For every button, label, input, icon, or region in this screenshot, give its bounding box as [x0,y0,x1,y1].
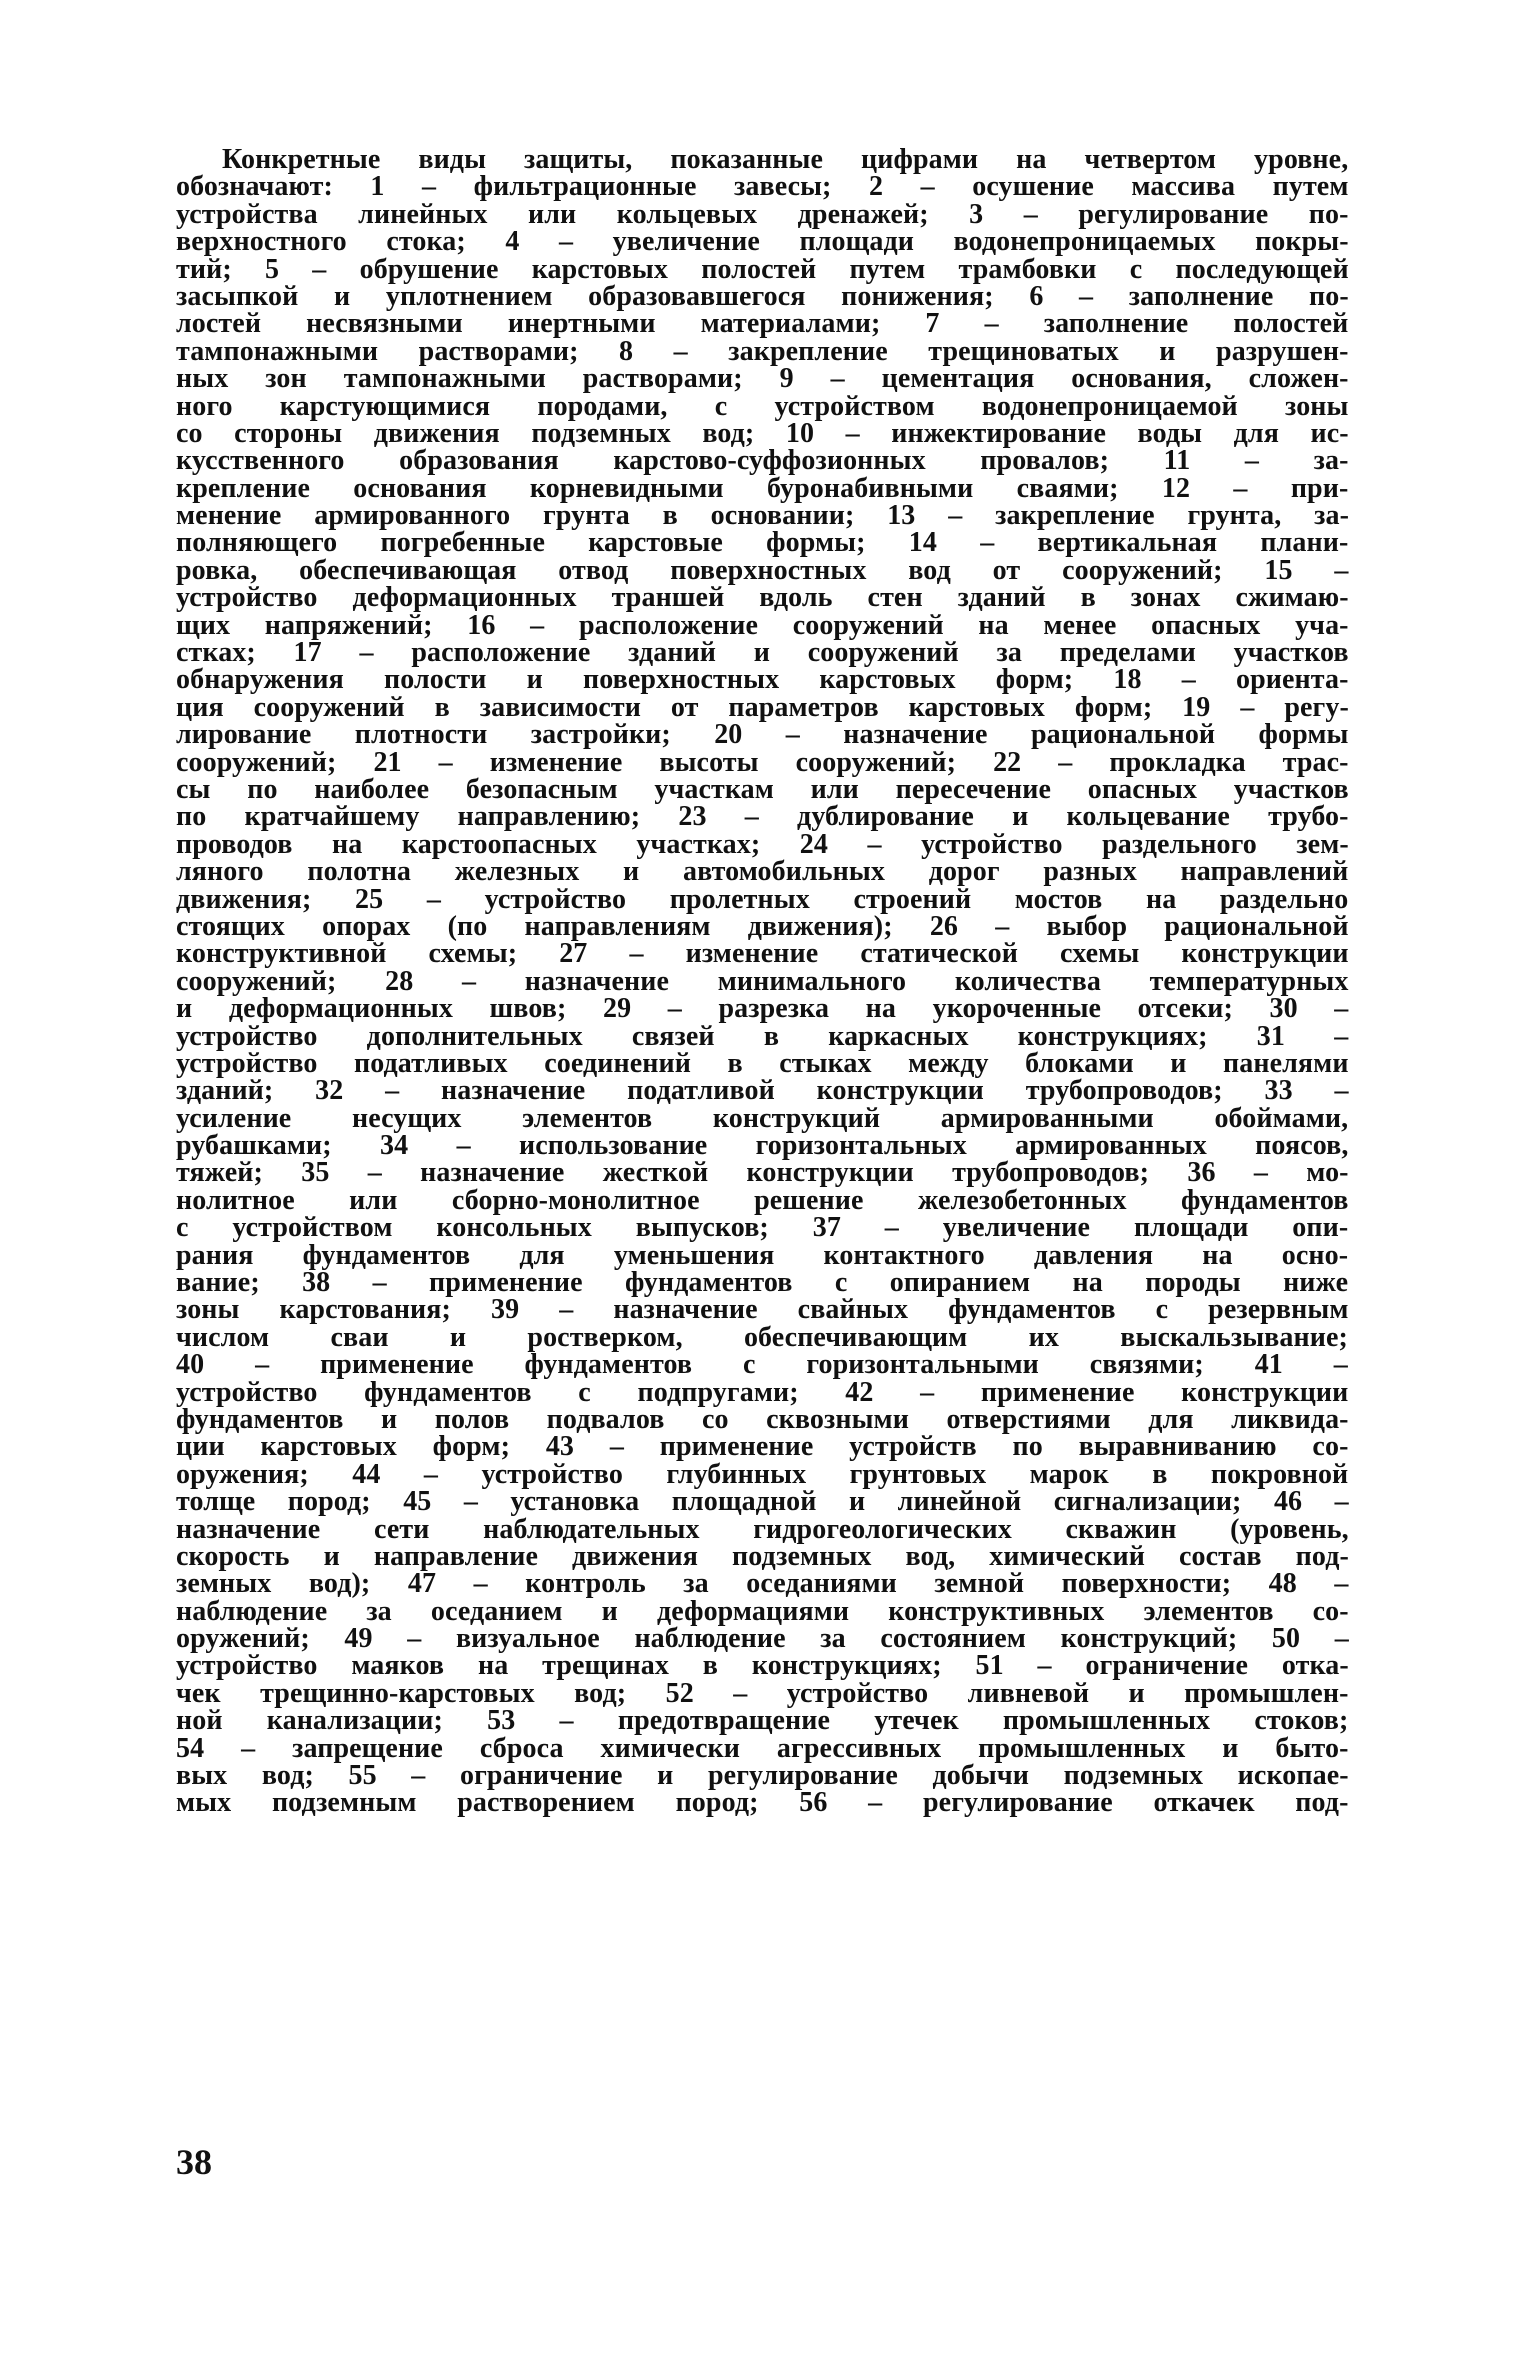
text-line: чек трещинно-карстовых вод; 52 – устройство ливневой и промышлен- [176,1677,1349,1709]
text-line: обнаружения полости и поверхностных карстовых форм; 18 – ориента- [176,664,1349,696]
text-line: засыпкой и уплотнением образовавшегося понижения; 6 – заполнение по- [176,280,1349,312]
text-line: 54 – запрещение сброса химически агрессивных промышленных и быто- [176,1732,1349,1764]
text-line: устройство дополнительных связей в каркасных конструкциях; 31 – [176,1020,1349,1052]
text-line: ляного полотна железных и автомобильных дорог разных направлений [176,856,1349,888]
text-line: и деформационных швов; 29 – разрезка на укороченные отсеки; 30 – [176,993,1349,1025]
text-line: ного карстующимися породами, с устройством водонепроницаемой зоны [176,390,1349,422]
text-line: стках; 17 – расположение зданий и сооружений за пределами участков [176,637,1349,669]
text-line: устройство фундаментов с подпругами; 42 – применение конструкции [176,1376,1349,1408]
text-line: ровка, обеспечивающая отвод поверхностных вод от сооружений; 15 – [176,554,1349,586]
text-line: проводов на карстоопасных участках; 24 – устройство раздельного зем- [176,828,1349,860]
text-line: верхностного стока; 4 – увеличение площади водонепроницаемых покры- [176,226,1349,258]
text-line: оружений; 49 – визуальное наблюдение за состоянием конструкций; 50 – [176,1623,1349,1655]
text-line: крепление основания корневидными буронабивными сваями; 12 – при- [176,472,1349,504]
text-line: кусственного образования карстово-суффозионных провалов; 11 – за- [176,445,1349,477]
text-line: тяжей; 35 – назначение жесткой конструкции трубопроводов; 36 – мо- [176,1157,1349,1189]
text-line: нолитное или сборно-монолитное решение железобетонных фундаментов [176,1184,1349,1216]
text-line: фундаментов и полов подвалов со сквозными отверстиями для ликвида- [176,1403,1349,1435]
text-line: рубашками; 34 – использование горизонтальных армированных поясов, [176,1130,1349,1162]
text-line: тий; 5 – обрушение карстовых полостей путем трамбовки с последующей [176,253,1349,285]
text-line: устройства линейных или кольцевых дренажей; 3 – регулирование по- [176,198,1349,230]
text-line: наблюдение за оседанием и деформациями конструктивных элементов со- [176,1595,1349,1627]
text-line: устройство податливых соединений в стыках между блоками и панелями [176,1047,1349,1079]
text-line: зоны карстования; 39 – назначение свайных фундаментов с резервным [176,1294,1349,1326]
text-line: земных вод); 47 – контроль за оседаниями земной поверхности; 48 – [176,1568,1349,1600]
text-line: со стороны движения подземных вод; 10 – инжектирование воды для ис- [176,417,1349,449]
text-line: сооружений; 21 – изменение высоты сооружений; 22 – прокладка трас- [176,746,1349,778]
body-text [176,144,1349,1819]
text-line: сы по наиболее безопасным участкам или пересечение опасных участков [176,773,1349,805]
text-line: менение армированного грунта в основании; 13 – закрепление грунта, за- [176,500,1349,532]
text-line: вых вод; 55 – ограничение и регулирование добычи подземных ископае- [176,1760,1349,1792]
text-line: устройство маяков на трещинах в конструкциях; 51 – ограничение отка- [176,1650,1349,1682]
text-line: конструктивной схемы; 27 – изменение статической схемы конструкции [176,938,1349,970]
text-line: толще пород; 45 – установка площадной и линейной сигнализации; 46 – [176,1486,1349,1518]
text-line: усиление несущих элементов конструкций армированными обоймами, [176,1102,1349,1134]
text-line: скорость и направление движения подземных вод, химический состав под- [176,1540,1349,1572]
text-line: ции карстовых форм; 43 – применение устройств по выравниванию со- [176,1431,1349,1463]
text-line: 40 – применение фундаментов с горизонтальными связями; 41 – [176,1349,1348,1381]
text-line: полняющего погребенные карстовые формы; 14 – вертикальная плани- [176,527,1349,559]
text-line: лирование плотности застройки; 20 – назначение рациональной формы [176,719,1349,751]
text-line: обозначают: 1 – фильтрационные завесы; 2 – осушение массива путем [176,171,1349,203]
text-line: ция сооружений в зависимости от параметров карстовых форм; 19 – регу- [176,691,1349,723]
text-line: ной канализации; 53 – предотвращение утечек промышленных стоков; [176,1705,1349,1737]
text-line: ных зон тампонажными растворами; 9 – цементация основания, сложен- [176,363,1349,395]
text-line: по кратчайшему направлению; 23 – дублирование и кольцевание трубо- [176,801,1349,833]
text-line: с устройством консольных выпусков; 37 – увеличение площади опи- [176,1212,1349,1244]
text-line: назначение сети наблюдательных гидрогеологических скважин (уровень, [176,1513,1349,1545]
text-line: числом сваи и ростверком, обеспечивающим их выскальзывание; [176,1321,1348,1353]
text-line: движения; 25 – устройство пролетных строений мостов на раздельно [176,883,1349,915]
text-line: Конкретные виды защиты, показанные цифрами на четвертом уровне, [222,144,1349,175]
text-line: устройство деформационных траншей вдоль стен зданий в зонах сжимаю- [176,582,1349,614]
text-line: мых подземным растворением пород; 56 – регулирование откачек под- [176,1787,1349,1819]
text-line: вание; 38 – применение фундаментов с опиранием на породы ниже [176,1267,1349,1299]
text-line: зданий; 32 – назначение податливой конструкции трубопроводов; 33 – [176,1075,1349,1107]
text-line: щих напряжений; 16 – расположение сооружений на менее опасных уча- [176,609,1349,641]
text-line: оружения; 44 – устройство глубинных грунтовых марок в покровной [176,1458,1349,1490]
text-line: лостей несвязными инертными материалами; 7 – заполнение полостей [176,308,1349,340]
page-number: 38 [176,2142,212,2182]
text-line: рания фундаментов для уменьшения контактного давления на осно- [176,1239,1349,1271]
text-line: сооружений; 28 – назначение минимального количества температурных [176,965,1349,997]
text-line: стоящих опорах (по направлениям движения); 26 – выбор рациональной [176,910,1349,942]
text-line: тампонажными растворами; 8 – закрепление трещиноватых и разрушен- [176,335,1349,367]
